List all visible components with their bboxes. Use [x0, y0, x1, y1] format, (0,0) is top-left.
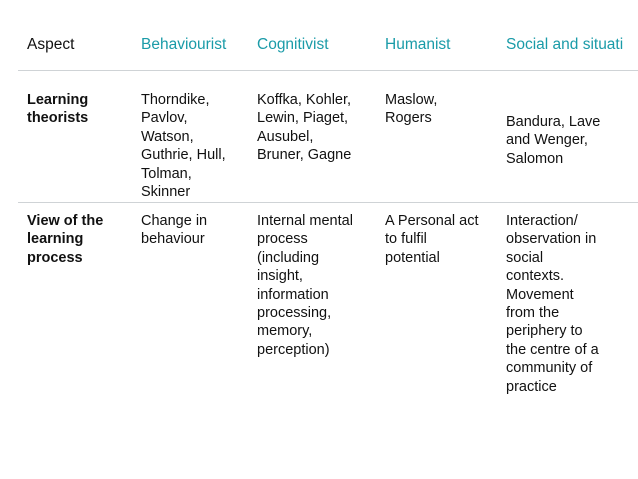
row-learning-theorists-aspect: Learning theorists	[27, 92, 89, 127]
row-learning-theorists-social: Bandura, Lave and Wenger, Salomon	[506, 114, 601, 167]
header-social-situational: Social and situati	[506, 36, 624, 53]
row-divider	[18, 202, 638, 203]
row-learning-theorists-humanist: Maslow, Rogers	[385, 92, 438, 127]
row-view-of-learning-humanist: A Personal act to fulfil potential	[385, 213, 479, 266]
row-view-of-learning-social: Interaction/ observation in social contexts. Movement from the periphery to the centre of a community of practice	[506, 213, 599, 395]
row-view-of-learning-aspect: View of the learning process	[27, 213, 104, 266]
header-divider	[18, 70, 638, 71]
header-aspect: Aspect	[27, 36, 75, 53]
row-view-of-learning-behaviourist: Change in behaviour	[141, 213, 208, 248]
row-learning-theorists-behaviourist: Thorndike, Pavlov, Watson, Guthrie, Hull, Tolman, Skinner	[141, 92, 226, 201]
row-learning-theorists-cognitivist: Koffka, Kohler, Lewin, Piaget, Ausubel, Bruner, Gagne	[257, 92, 352, 164]
header-cognitivist: Cognitivist	[257, 36, 329, 53]
row-view-of-learning-cognitivist: Internal mental process (including insight, information processing, memory, perception)	[257, 213, 353, 358]
header-behaviourist: Behaviourist	[141, 36, 227, 53]
header-humanist: Humanist	[385, 36, 451, 53]
